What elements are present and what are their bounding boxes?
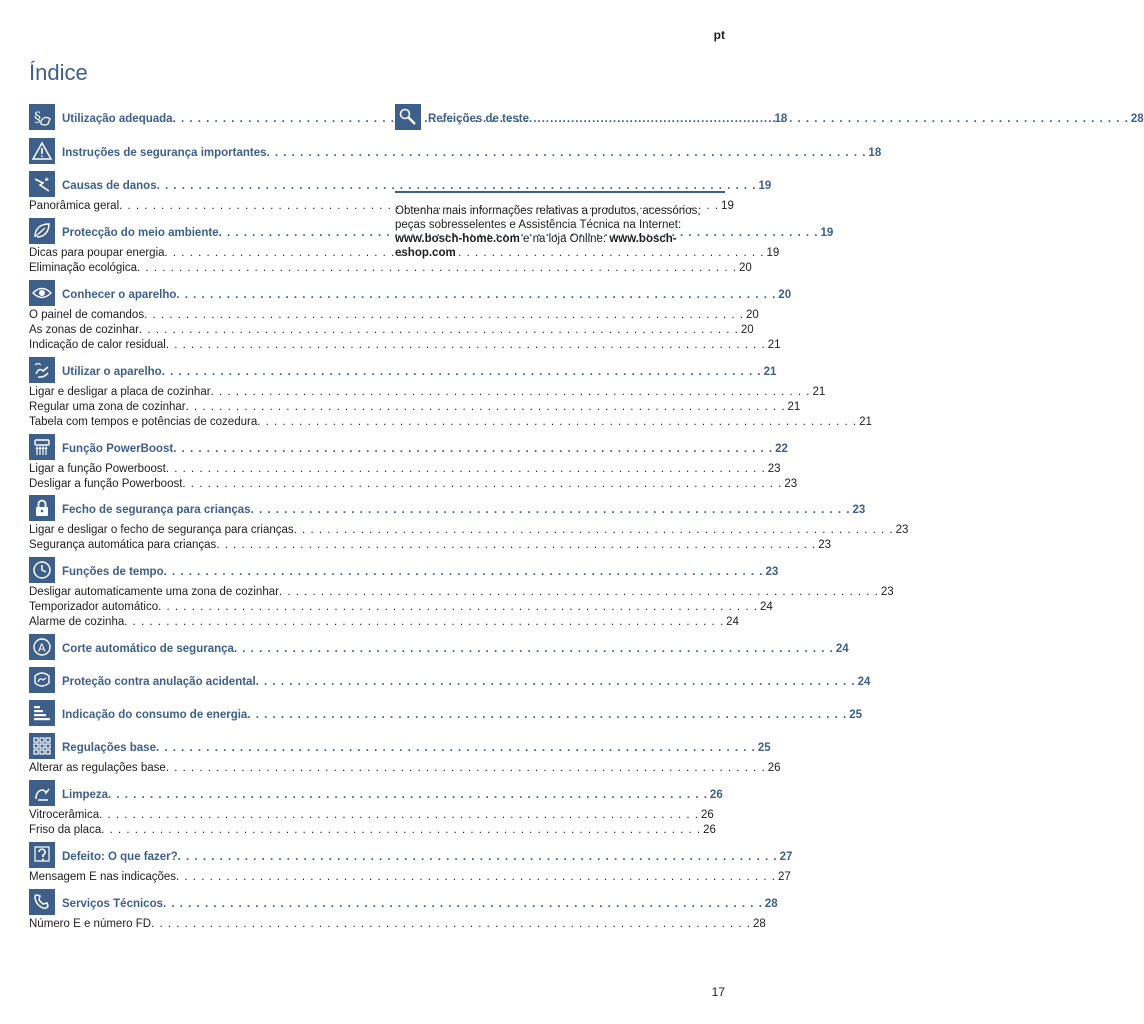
toc-entry-label: Vitrocerâmica <box>29 809 100 821</box>
telephone-icon <box>29 889 55 915</box>
leader-dots <box>529 112 1129 127</box>
wipe-protection-icon <box>29 667 55 693</box>
toc-entry-page: 26 <box>701 809 714 821</box>
toc-entry-label: Tabela com tempos e potências de cozedura <box>29 416 258 428</box>
toc-chapter-heading[interactable] <box>29 667 871 695</box>
toc-chapter-page: 20 <box>778 289 792 301</box>
question-mark-icon <box>29 842 55 868</box>
toc-chapter-page: 21 <box>763 366 777 378</box>
toc-section-funcoes-de-tempo <box>29 557 894 630</box>
toc-chapter-page: 18 <box>774 113 788 125</box>
svg-text:§: § <box>34 110 41 126</box>
leader-dots <box>101 823 701 838</box>
toc-section-limpeza <box>29 780 723 838</box>
bosch-eshop-link[interactable]: www.bosch-eshop.com <box>395 233 677 259</box>
toc-chapter-row <box>62 642 849 657</box>
toc-entry-page: 19 <box>721 200 734 212</box>
toc-section-instrucoes-de-seguranca-importantes <box>29 138 882 166</box>
toc-entry[interactable] <box>29 338 781 353</box>
leader-dots <box>176 288 776 303</box>
leader-dots <box>256 675 856 690</box>
toc-entry[interactable] <box>29 261 752 276</box>
toc-entry[interactable] <box>29 400 801 415</box>
toc-section-indicacao-do-consumo-de-energia <box>29 700 863 728</box>
toc-section-servicos-tecnicos <box>29 889 778 932</box>
toc-entry-page: 20 <box>745 309 759 321</box>
toc-entry-page: 23 <box>818 539 832 551</box>
toc-chapter-title: Função PowerBoost <box>62 443 174 455</box>
leader-dots <box>182 477 782 492</box>
toc-chapter-page: 19 <box>758 180 772 192</box>
leader-dots <box>257 415 857 430</box>
toc-chapter-row <box>62 179 772 194</box>
toc-entry-label: Friso da placa <box>29 824 102 836</box>
auto-shutoff-icon <box>29 634 55 660</box>
toc-entry[interactable] <box>29 462 781 477</box>
leader-dots <box>216 538 816 553</box>
toc-chapter-heading[interactable] <box>29 357 777 385</box>
toc-entry-page: 23 <box>767 463 781 475</box>
leaf-environment-icon <box>29 218 55 244</box>
toc-entry-label: Dicas para poupar energia <box>29 247 165 259</box>
toc-chapter-heading[interactable] <box>29 138 882 166</box>
info-paragraph <box>395 204 725 260</box>
eye-icon <box>29 280 55 306</box>
toc-entry-page: 21 <box>859 416 872 428</box>
damage-lightning-icon <box>29 171 55 197</box>
toc-entry-label: Desligar a função Powerboost <box>29 478 183 490</box>
toc-entry-label: Ligar e desligar a placa de cozinhar <box>29 386 211 398</box>
toc-entry-label: Ligar e desligar o fecho de segurança para crianças <box>29 524 294 536</box>
leader-dots <box>158 600 758 615</box>
leader-dots <box>176 870 776 885</box>
toc-section-fecho-de-seguranca-para-criancas <box>29 495 909 553</box>
toc-chapter-page: 27 <box>779 851 793 863</box>
toc-chapter-page: 26 <box>709 789 723 801</box>
toc-entry[interactable] <box>29 917 766 932</box>
leader-dots <box>234 642 834 657</box>
leader-dots <box>166 338 766 353</box>
leader-dots <box>108 788 708 803</box>
leader-dots <box>294 523 894 538</box>
leader-dots <box>124 615 724 630</box>
leader-dots <box>247 708 847 723</box>
toc-section-funcao-powerboost <box>29 434 798 492</box>
leader-dots <box>137 261 737 276</box>
toc-entry-label: Alarme de cozinha <box>29 616 125 628</box>
toc-entry[interactable] <box>29 761 781 776</box>
info-text-1: Obtenha mais informações relativas a produtos, acessórios, peças sobresselentes e Assistência Técnica na Internet: <box>395 205 701 231</box>
toc-entry-page: 27 <box>777 871 791 883</box>
toc-chapter-heading[interactable] <box>29 280 792 308</box>
toc-chapter-page: 23 <box>765 566 779 578</box>
svg-text:A: A <box>38 641 46 655</box>
toc-entry-page: 26 <box>767 762 781 774</box>
leader-dots <box>163 897 763 912</box>
toc-entry-label: Número E e número FD <box>29 918 152 930</box>
toc-entry-page: 23 <box>784 478 798 490</box>
energy-bars-icon <box>29 700 55 726</box>
toc-entry-page: 23 <box>895 524 909 536</box>
toc-chapter-page: 25 <box>757 742 771 754</box>
toc-chapter-row <box>62 146 882 161</box>
cleaning-hand-icon <box>29 780 55 806</box>
toc-chapter-page: 28 <box>1130 113 1144 125</box>
toc-chapter-title: Instruções de segurança importantes <box>62 147 267 159</box>
leader-dots <box>99 808 699 823</box>
toc-section-protecao-contra-anulacao-acidental <box>29 667 871 695</box>
toc-section-corte-automatico-de-seguranca <box>29 634 849 662</box>
toc-chapter-row <box>62 708 863 723</box>
toc-entry-label: Temporizador automático <box>29 601 159 613</box>
bosch-home-link[interactable]: www.bosch-home.com <box>395 233 520 245</box>
toc-entry-page: 24 <box>726 616 739 628</box>
toc-chapter-title: Proteção contra anulação acidental <box>62 676 256 688</box>
warning-triangle-icon <box>29 138 55 164</box>
toc-entry-page: 26 <box>703 824 716 836</box>
toc-entry[interactable] <box>29 415 872 430</box>
toc-chapter-title: Defeito: O que fazer? <box>62 851 178 863</box>
leader-dots <box>173 442 773 457</box>
toc-entry-page: 28 <box>752 918 766 930</box>
toc-entry-label: Eliminação ecológica <box>29 262 138 274</box>
toc-entry-label: As zonas de cozinhar <box>29 324 139 336</box>
toc-entry[interactable] <box>29 615 739 630</box>
language-code: pt <box>713 28 725 42</box>
toc-section-conhecer-o-aparelho <box>29 280 792 353</box>
toc-chapter-page: 24 <box>835 643 849 655</box>
leader-dots <box>151 917 751 932</box>
leader-dots <box>156 741 756 756</box>
toc-entry[interactable] <box>29 477 798 492</box>
toc-entry-page: 21 <box>787 401 801 413</box>
toc-entry[interactable] <box>29 199 734 214</box>
toc-chapter-title: Serviços Técnicos <box>62 898 163 910</box>
toc-chapter-heading[interactable] <box>29 171 772 199</box>
info-text-2: e na loja Online: <box>519 233 610 245</box>
toc-chapter-row <box>62 442 788 457</box>
toc-chapter-heading[interactable] <box>29 780 723 808</box>
leader-dots <box>166 761 766 776</box>
leader-dots <box>139 323 739 338</box>
toc-chapter-page: 23 <box>852 504 866 516</box>
toc-entry-label: Segurança automática para crianças <box>29 539 217 551</box>
toc-chapter-heading[interactable] <box>29 634 849 662</box>
toc-entry-label: Desligar automaticamente uma zona de cozinhar <box>29 586 279 598</box>
toc-entry[interactable] <box>29 600 773 615</box>
toc-chapter-heading[interactable] <box>29 889 778 917</box>
leader-dots <box>211 385 811 400</box>
toc-entry[interactable] <box>29 808 714 823</box>
toc-chapter-heading[interactable] <box>29 700 863 728</box>
toc-chapter-title: Limpeza <box>62 789 109 801</box>
padlock-icon <box>29 495 55 521</box>
toc-chapter-page: 22 <box>775 443 788 455</box>
toc-entry-page: 24 <box>760 601 773 613</box>
clock-icon <box>29 557 55 583</box>
toc-entry[interactable] <box>29 523 909 538</box>
toc-chapter-heading[interactable] <box>29 557 779 585</box>
toc-section-regulacoes-base <box>29 733 781 776</box>
toc-entry-page: 23 <box>880 586 894 598</box>
toc-chapter-row <box>62 788 723 803</box>
toc-chapter-heading[interactable] <box>29 434 788 462</box>
keypad-grid-icon <box>29 733 55 759</box>
toc-chapter-heading[interactable] <box>29 842 793 870</box>
toc-entry[interactable] <box>29 585 894 600</box>
leader-dots <box>166 462 766 477</box>
toc-chapter-title: Causas de danos <box>62 180 157 192</box>
toc-chapter-row <box>62 897 778 912</box>
toc-chapter-page: 25 <box>849 709 863 721</box>
paragraph-hand-icon <box>29 104 55 130</box>
toc-chapter-page: 19 <box>820 227 834 239</box>
toc-entry[interactable] <box>29 308 759 323</box>
page-number: 17 <box>711 985 725 999</box>
toc-entry-label: Indicação de calor residual <box>29 339 166 351</box>
toc-entry[interactable] <box>29 323 754 338</box>
leader-dots <box>251 503 851 518</box>
toc-entry-label: O painel de comandos <box>29 309 145 321</box>
toc-entry-page: 20 <box>740 324 754 336</box>
powerboost-pot-icon <box>29 434 55 460</box>
toc-section-defeito-o-que-fazer <box>29 842 793 885</box>
toc-section-utilizar-o-aparelho <box>29 357 872 430</box>
toc-entry-page: 20 <box>738 262 752 274</box>
toc-chapter-title: Regulações base <box>62 742 156 754</box>
toc-chapter-title: Fecho de segurança para crianças <box>62 504 251 516</box>
toc-chapter-page: 18 <box>868 147 882 159</box>
toc-chapter-row <box>62 565 779 580</box>
toc-chapter-title: Conhecer o aparelho <box>62 289 177 301</box>
toc-chapter-title: Indicação do consumo de energia <box>62 709 248 721</box>
toc-entry-page: 21 <box>812 386 826 398</box>
leader-dots <box>144 308 744 323</box>
toc-entry-label: Panorâmica geral <box>29 200 120 212</box>
toc-chapter-heading[interactable] <box>29 495 866 523</box>
toc-chapter-row <box>62 288 792 303</box>
toc-chapter-title: Protecção do meio ambiente <box>62 227 219 239</box>
leader-dots <box>186 400 786 415</box>
toc-chapter-row <box>62 675 871 690</box>
leader-dots <box>162 365 762 380</box>
leader-dots <box>164 565 764 580</box>
toc-chapter-row <box>62 741 771 756</box>
divider-line <box>395 191 725 193</box>
toc-entry-page: 19 <box>766 247 780 259</box>
toc-chapter-row <box>62 503 866 518</box>
toc-chapter-row <box>62 365 777 380</box>
toc-entry-label: Alterar as regulações base <box>29 762 166 774</box>
toc-entry[interactable] <box>29 870 791 885</box>
toc-entry[interactable] <box>29 385 826 400</box>
toc-chapter-row <box>62 850 793 865</box>
test-tool-icon <box>395 104 421 130</box>
leader-dots <box>267 146 867 161</box>
page-title: Índice <box>29 60 88 85</box>
toc-chapter-heading[interactable] <box>29 733 771 761</box>
toc-section-causas-de-danos <box>29 171 772 214</box>
toc-chapter-page: 24 <box>857 676 871 688</box>
toc-chapter-title: Refeições de teste <box>428 113 529 125</box>
toc-chapter-title: Utilização adequada <box>62 113 173 125</box>
toc-entry-label: Ligar a função Powerboost <box>29 463 166 475</box>
toc-entry[interactable] <box>29 538 832 553</box>
toc-chapter-title: Corte automático de segurança <box>62 643 234 655</box>
toc-chapter-title: Utilizar o aparelho <box>62 366 162 378</box>
toc-chapter-page: 28 <box>764 898 778 910</box>
toc-entry-page: 21 <box>767 339 781 351</box>
toc-entry-label: Regular uma zona de cozinhar <box>29 401 186 413</box>
toc-entry-label: Mensagem E nas indicações <box>29 871 177 883</box>
toc-chapter-title: Funções de tempo <box>62 566 164 578</box>
leader-dots <box>279 585 879 600</box>
leader-dots <box>178 850 778 865</box>
toc-entry[interactable] <box>29 823 716 838</box>
hand-touch-icon <box>29 357 55 383</box>
